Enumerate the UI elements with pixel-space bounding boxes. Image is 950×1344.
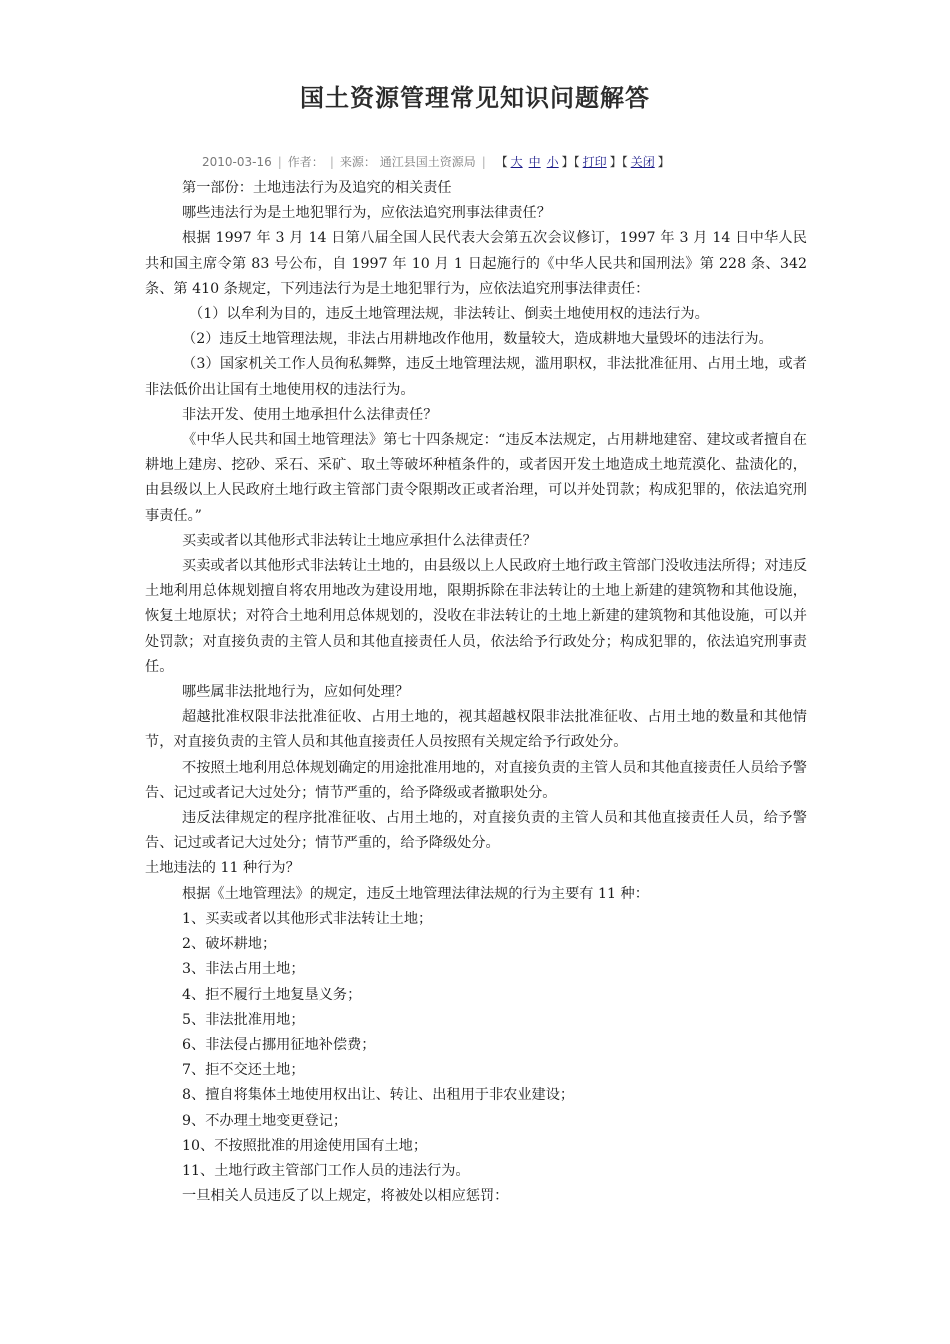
paragraph: 买卖或者以其他形式非法转让土地的，由县级以上人民政府土地行政主管部门没收违法所得；对违反土地利用总体规划擅自将农用地改为建设用地，限期拆除在非法转让的土地上新建的建筑物和其他设施，恢复土地原状；对符合土地利用总体规划的，没收在非法转让的土地上新建的建筑物和其他设施，可以并处罚款；对直接负责的主管人员和其他直接责任人员，依法给予行政处分；构成犯罪的，依法追究刑事责任。 xyxy=(145,558,807,675)
question-heading: 土地违法的 11 种行为？ xyxy=(145,860,300,877)
paragraph: 违反法律规定的程序批准征收、占用土地的，对直接负责的主管人员和其他直接责任人员，给予警告、记过或者记大过处分；情节严重的，给予降级处分。 xyxy=(145,810,807,852)
close-link[interactable]: 关闭 xyxy=(630,155,655,169)
list-item: 6、非法侵占挪用征地补偿费； xyxy=(182,1036,376,1053)
font-small-link[interactable]: 小 xyxy=(546,155,559,169)
question-heading: 非法开发、使用土地承担什么法律责任？ xyxy=(182,406,438,423)
list-item: 10、不按照批准的用途使用国有土地； xyxy=(182,1137,428,1154)
print-link[interactable]: 打印 xyxy=(582,155,607,169)
list-item: 11、土地行政主管部门工作人员的违法行为。 xyxy=(182,1162,470,1179)
meta-divider: | xyxy=(277,155,282,169)
list-item: （2）违反土地管理法规，非法占用耕地改作他用，数量较大，造成耕地大量毁坏的违法行为。 xyxy=(182,331,773,348)
paragraph: 超越批准权限非法批准征收、占用土地的，视其超越权限非法批准征收、占用土地的数量和其他情节，对直接负责的主管人员和其他直接责任人员按照有关规定给予行政处分。 xyxy=(145,709,807,751)
list-item: 5、非法批准用地； xyxy=(182,1011,305,1028)
article-body xyxy=(145,176,807,1209)
list-item: 1、买卖或者以其他形式非法转让土地； xyxy=(182,910,433,927)
author-label: 作者： xyxy=(287,155,324,169)
page-title: 国土资源管理常见知识问题解答 xyxy=(300,84,650,112)
list-item: 4、拒不履行土地复垦义务； xyxy=(182,986,362,1003)
question-heading: 哪些违法行为是土地犯罪行为，应依法追究刑事法律责任？ xyxy=(182,205,551,222)
section-heading: 第一部份：土地违法行为及追究的相关责任 xyxy=(182,180,452,196)
list-item: 9、不办理土地变更登记； xyxy=(182,1112,348,1129)
source-value: 通江县国土资源局 xyxy=(379,155,476,169)
article-meta: 2010-03-16 | 作者： | 来源： 通江县国土资源局 | 【 大 中 小 】【 打印 】【 关闭 】 xyxy=(202,155,670,169)
list-item: 7、拒不交还土地； xyxy=(182,1062,305,1079)
meta-divider: | xyxy=(481,155,486,169)
paragraph: 《中华人民共和国土地管理法》第七十四条规定：“违反本法规定，占用耕地建窑、建坟或者擅自在耕地上建房、挖砂、采石、采矿、取土等破坏种植条件的，或者因开发土地造成土地荒漠化、盐渍化的，由县级以上人民政府土地行政主管部门责令限期改正或者治理，可以并处罚款；构成犯罪的，依法追究刑事责任。” xyxy=(145,432,807,524)
paragraph: 一旦相关人员违反了以上规定，将被处以相应惩罚： xyxy=(182,1188,509,1205)
publish-date: 2010-03-16 xyxy=(202,155,272,169)
source-label: 来源： xyxy=(339,155,376,169)
question-heading: 哪些属非法批地行为，应如何处理？ xyxy=(182,684,410,701)
question-heading: 买卖或者以其他形式非法转让土地应承担什么法律责任？ xyxy=(182,532,537,549)
list-item: （1）以牟利为目的，违反土地管理法规，非法转让、倒卖土地使用权的违法行为。 xyxy=(189,306,709,323)
list-item: 2、破坏耕地； xyxy=(182,936,277,953)
paragraph: 根据 1997 年 3 月 14 日第八届全国人民代表大会第五次会议修订，1997 年 3 月 14 日中华人民共和国主席令第 83 号公布，自 1997 年 10 月 1 日起施行的《中华人民共和国刑法》第 228 条、342 条、第 410 条规定，下列违法行为是土地犯罪行为，应依法追究刑事法律责任： xyxy=(145,230,807,297)
paragraph: 不按照土地利用总体规划确定的用途批准用地的，对直接负责的主管人员和其他直接责任人员给予警告、记过或者记大过处分；情节严重的，给予降级或者撤职处分。 xyxy=(145,759,807,801)
list-item: 8、擅自将集体土地使用权出让、转让、出租用于非农业建设； xyxy=(182,1087,575,1104)
font-large-link[interactable]: 大 xyxy=(510,155,523,169)
font-medium-link[interactable]: 中 xyxy=(528,155,541,169)
paragraph: 根据《土地管理法》的规定，违反土地管理法律法规的行为主要有 11 种： xyxy=(182,885,649,902)
list-item: 3、非法占用土地； xyxy=(182,961,305,978)
list-item: （3）国家机关工作人员徇私舞弊，违反土地管理法规，滥用职权，非法批准征用、占用土地，或者非法低价出让国有土地使用权的违法行为。 xyxy=(145,356,807,398)
meta-divider: | xyxy=(329,155,334,169)
